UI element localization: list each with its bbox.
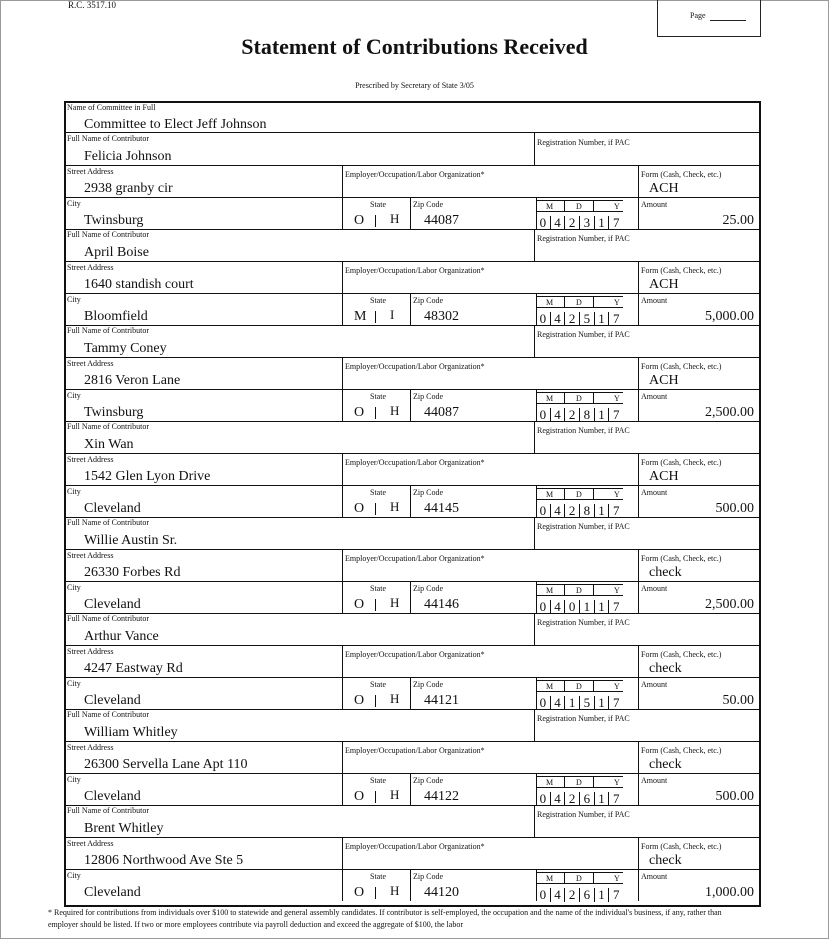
row-divider (64, 837, 761, 838)
amount-label: Amount (641, 488, 668, 497)
date-digit: 0 (539, 695, 547, 710)
column-divider (342, 453, 343, 517)
state-letter-1: O (354, 789, 365, 804)
form-subtitle: Prescribed by Secretary of State 3/05 (355, 81, 474, 90)
contribution-form: ACH (649, 469, 679, 484)
date-digit: 8 (579, 504, 594, 518)
column-divider (638, 261, 639, 325)
date-digit: 0 (539, 887, 547, 902)
column-divider (410, 389, 411, 421)
date-digit: 2 (564, 216, 579, 230)
contribution-form: ACH (649, 181, 679, 196)
row-divider (64, 453, 761, 454)
employer-label: Employer/Occupation/Labor Organization* (345, 842, 485, 851)
row-divider (64, 581, 761, 582)
state-divider (375, 215, 376, 227)
contributor-name: William Whitley (84, 725, 178, 740)
column-divider (534, 133, 535, 165)
zip-code: 44121 (424, 693, 459, 708)
contributor-label: Full Name of Contributor (67, 518, 149, 527)
state-label: State (370, 296, 386, 305)
date-digit: 1 (594, 600, 609, 614)
column-divider (410, 773, 411, 805)
month-header: M (536, 296, 565, 308)
date-digit: 3 (579, 216, 594, 230)
month-header: M (536, 776, 565, 788)
amount: 500.00 (715, 501, 754, 516)
row-divider (64, 677, 761, 678)
amount: 500.00 (715, 789, 754, 804)
amount: 5,000.00 (705, 309, 754, 324)
date-digit: 4 (550, 792, 565, 806)
page-number-line (710, 20, 746, 21)
state-letter-2: H (390, 787, 400, 802)
column-divider (342, 165, 343, 229)
form-label: Form (Cash, Check, etc.) (641, 746, 722, 755)
amount-label: Amount (641, 200, 668, 209)
month-header: M (536, 392, 565, 404)
date-digit: 5 (579, 312, 594, 326)
amount-label: Amount (641, 584, 668, 593)
column-divider (534, 325, 535, 357)
date-digit: 1 (564, 696, 579, 710)
committee-name: Committee to Elect Jeff Johnson (84, 117, 267, 132)
date-digit: 1 (579, 600, 594, 614)
month-header: M (536, 488, 565, 500)
date-digit: 7 (608, 312, 623, 326)
city-label: City (67, 199, 81, 208)
year-header: Y (593, 776, 623, 788)
contribution-form: check (649, 565, 682, 580)
column-divider (638, 165, 639, 229)
street-address: 2938 granby cir (84, 181, 173, 196)
amount: 2,500.00 (705, 597, 754, 612)
contributor-name: Xin Wan (84, 437, 134, 452)
date-digit: 2 (564, 408, 579, 422)
registration-label: Registration Number, if PAC (537, 426, 630, 435)
zip-label: Zip Code (413, 776, 443, 785)
contributor-name: Felicia Johnson (84, 149, 172, 164)
city-label: City (67, 775, 81, 784)
row-divider (64, 165, 761, 166)
page-label: Page (690, 11, 706, 20)
amount-label: Amount (641, 776, 668, 785)
date-digit: 4 (550, 600, 565, 614)
date-digit: 4 (550, 696, 565, 710)
city: Cleveland (84, 885, 141, 900)
year-header: Y (593, 872, 623, 884)
contributor-name: April Boise (84, 245, 149, 260)
city: Bloomfield (84, 309, 148, 324)
amount-label: Amount (641, 392, 668, 401)
state-label: State (370, 392, 386, 401)
contributor-name: Brent Whitley (84, 821, 164, 836)
street-address: 26300 Servella Lane Apt 110 (84, 757, 248, 772)
date-digit: 1 (594, 888, 609, 902)
registration-label: Registration Number, if PAC (537, 810, 630, 819)
city: Cleveland (84, 597, 141, 612)
employer-label: Employer/Occupation/Labor Organization* (345, 746, 485, 755)
committee-row (64, 101, 761, 133)
date-digits (536, 408, 623, 422)
state-letter-2: H (390, 499, 400, 514)
contributor-label: Full Name of Contributor (67, 710, 149, 719)
contribution-form: ACH (649, 373, 679, 388)
contributor-label: Full Name of Contributor (67, 422, 149, 431)
row-divider (64, 773, 761, 774)
state-letter-2: H (390, 883, 400, 898)
date-digit: 2 (564, 888, 579, 902)
column-divider (410, 485, 411, 517)
state-letter-1: O (354, 405, 365, 420)
day-header: D (564, 200, 594, 212)
row-divider (64, 645, 761, 646)
date-digit: 0 (564, 600, 579, 614)
day-header: D (564, 296, 594, 308)
zip-label: Zip Code (413, 488, 443, 497)
zip-label: Zip Code (413, 200, 443, 209)
zip-code: 44120 (424, 885, 459, 900)
column-divider (410, 197, 411, 229)
form-code: R.C. 3517.10 (68, 0, 117, 10)
zip-label: Zip Code (413, 680, 443, 689)
day-header: D (564, 584, 594, 596)
state-letter-2: H (390, 403, 400, 418)
date-digits (536, 504, 623, 518)
column-divider (638, 453, 639, 517)
zip-label: Zip Code (413, 296, 443, 305)
state-divider (375, 407, 376, 419)
city: Twinsburg (84, 405, 144, 420)
column-divider (638, 357, 639, 421)
date-digit: 4 (550, 216, 565, 230)
date-digit: 7 (608, 504, 623, 518)
state-divider (375, 503, 376, 515)
page-number-box (657, 0, 761, 37)
city-label: City (67, 679, 81, 688)
column-divider (534, 805, 535, 837)
committee-label: Name of Committee in Full (67, 103, 156, 112)
state-divider (375, 791, 376, 803)
city: Twinsburg (84, 213, 144, 228)
date-digit: 0 (539, 407, 547, 422)
state-letter-1: O (354, 885, 365, 900)
footnote: * Required for contributions from individuals over $100 to statewide and general assembly candidates. If contributor is self-employed, the occupation and the name of the individual's business, if any, rather than employer should be listed. If two or more employees contribute via payroll deduction and exceed the aggregate of $100, the labor (48, 908, 722, 929)
month-header: M (536, 584, 565, 596)
contribution-form: check (649, 661, 682, 676)
contribution-entry (64, 709, 761, 805)
date-digit: 7 (608, 888, 623, 902)
amount-label: Amount (641, 680, 668, 689)
date-digit: 4 (550, 504, 565, 518)
row-divider (64, 741, 761, 742)
state-divider (375, 695, 376, 707)
row-divider (64, 357, 761, 358)
contributor-name: Tammy Coney (84, 341, 167, 356)
state-letter-1: O (354, 693, 365, 708)
year-header: Y (593, 488, 623, 500)
row-divider (64, 549, 761, 550)
contributor-label: Full Name of Contributor (67, 230, 149, 239)
state-letter-1: M (354, 309, 367, 324)
contributor-name: Arthur Vance (84, 629, 159, 644)
state-label: State (370, 488, 386, 497)
column-divider (534, 613, 535, 645)
city-label: City (67, 391, 81, 400)
form-label: Form (Cash, Check, etc.) (641, 554, 722, 563)
employer-label: Employer/Occupation/Labor Organization* (345, 170, 485, 179)
column-divider (342, 837, 343, 901)
month-header: M (536, 200, 565, 212)
street-address: 1640 standish court (84, 277, 194, 292)
state-letter-2: I (390, 307, 395, 322)
state-divider (375, 887, 376, 899)
zip-code: 44146 (424, 597, 459, 612)
date-digit: 0 (539, 791, 547, 806)
city: Cleveland (84, 789, 141, 804)
row-divider (64, 261, 761, 262)
date-digit: 1 (594, 408, 609, 422)
contribution-entry (64, 325, 761, 421)
state-letter-2: H (390, 211, 400, 226)
registration-label: Registration Number, if PAC (537, 618, 630, 627)
city: Cleveland (84, 501, 141, 516)
date-digit: 1 (594, 216, 609, 230)
street-label: Street Address (67, 839, 114, 848)
state-label: State (370, 680, 386, 689)
zip-code: 44087 (424, 213, 459, 228)
employer-label: Employer/Occupation/Labor Organization* (345, 458, 485, 467)
street-address: 2816 Veron Lane (84, 373, 181, 388)
state-divider (375, 599, 376, 611)
column-divider (638, 837, 639, 901)
registration-label: Registration Number, if PAC (537, 714, 630, 723)
column-divider (638, 549, 639, 613)
year-header: Y (593, 200, 623, 212)
amount: 25.00 (722, 213, 754, 228)
date-digits (536, 696, 623, 710)
month-header: M (536, 680, 565, 692)
date-digit: 1 (594, 696, 609, 710)
street-label: Street Address (67, 551, 114, 560)
street-label: Street Address (67, 167, 114, 176)
contribution-entry (64, 517, 761, 613)
zip-code: 44087 (424, 405, 459, 420)
contribution-form: check (649, 757, 682, 772)
employer-label: Employer/Occupation/Labor Organization* (345, 650, 485, 659)
date-digits (536, 216, 623, 230)
contribution-form: ACH (649, 277, 679, 292)
contribution-entry (64, 805, 761, 901)
day-header: D (564, 680, 594, 692)
date-digit: 7 (608, 696, 623, 710)
state-letter-2: H (390, 691, 400, 706)
registration-label: Registration Number, if PAC (537, 522, 630, 531)
zip-label: Zip Code (413, 584, 443, 593)
amount: 1,000.00 (705, 885, 754, 900)
day-header: D (564, 872, 594, 884)
amount: 2,500.00 (705, 405, 754, 420)
state-letter-1: O (354, 597, 365, 612)
contributor-name: Willie Austin Sr. (84, 533, 178, 548)
date-digit: 8 (579, 408, 594, 422)
street-label: Street Address (67, 743, 114, 752)
amount: 50.00 (722, 693, 754, 708)
registration-label: Registration Number, if PAC (537, 138, 630, 147)
year-header: Y (593, 392, 623, 404)
column-divider (342, 645, 343, 709)
column-divider (534, 517, 535, 549)
amount-label: Amount (641, 872, 668, 881)
column-divider (342, 357, 343, 421)
row-divider (64, 293, 761, 294)
date-digit: 0 (539, 599, 547, 614)
day-header: D (564, 776, 594, 788)
date-digit: 1 (594, 792, 609, 806)
date-digits (536, 312, 623, 326)
city-label: City (67, 871, 81, 880)
employer-label: Employer/Occupation/Labor Organization* (345, 362, 485, 371)
contribution-entry (64, 229, 761, 325)
form-label: Form (Cash, Check, etc.) (641, 650, 722, 659)
date-digit: 1 (594, 504, 609, 518)
state-divider (375, 311, 376, 323)
date-digit: 0 (539, 311, 547, 326)
city-label: City (67, 295, 81, 304)
form-label: Form (Cash, Check, etc.) (641, 266, 722, 275)
column-divider (638, 741, 639, 805)
state-label: State (370, 776, 386, 785)
contributor-label: Full Name of Contributor (67, 614, 149, 623)
date-digit: 1 (594, 312, 609, 326)
month-header: M (536, 872, 565, 884)
date-digit: 7 (608, 792, 623, 806)
column-divider (410, 293, 411, 325)
street-label: Street Address (67, 263, 114, 272)
date-digit: 5 (579, 696, 594, 710)
date-digit: 4 (550, 312, 565, 326)
date-digit: 2 (564, 792, 579, 806)
date-digit: 4 (550, 408, 565, 422)
column-divider (410, 869, 411, 901)
date-digit: 2 (564, 312, 579, 326)
column-divider (638, 645, 639, 709)
employer-label: Employer/Occupation/Labor Organization* (345, 554, 485, 563)
contributor-label: Full Name of Contributor (67, 806, 149, 815)
state-letter-1: O (354, 501, 365, 516)
column-divider (410, 677, 411, 709)
contribution-entry (64, 613, 761, 709)
city-label: City (67, 583, 81, 592)
zip-label: Zip Code (413, 392, 443, 401)
state-label: State (370, 200, 386, 209)
street-label: Street Address (67, 647, 114, 656)
form-title: Statement of Contributions Received (241, 34, 588, 59)
amount-label: Amount (641, 296, 668, 305)
column-divider (342, 741, 343, 805)
street-label: Street Address (67, 359, 114, 368)
column-divider (342, 549, 343, 613)
date-digit: 6 (579, 888, 594, 902)
date-digit: 0 (539, 503, 547, 518)
form-label: Form (Cash, Check, etc.) (641, 362, 722, 371)
form-label: Form (Cash, Check, etc.) (641, 458, 722, 467)
row-divider (64, 389, 761, 390)
column-divider (534, 709, 535, 741)
column-divider (534, 229, 535, 261)
zip-code: 48302 (424, 309, 459, 324)
registration-label: Registration Number, if PAC (537, 234, 630, 243)
row-divider (64, 485, 761, 486)
date-digit: 7 (608, 216, 623, 230)
zip-label: Zip Code (413, 872, 443, 881)
state-label: State (370, 872, 386, 881)
date-digits (536, 792, 623, 806)
city-label: City (67, 487, 81, 496)
column-divider (410, 581, 411, 613)
state-label: State (370, 584, 386, 593)
form-label: Form (Cash, Check, etc.) (641, 170, 722, 179)
date-digit: 2 (564, 504, 579, 518)
date-digit: 0 (539, 215, 547, 230)
column-divider (534, 421, 535, 453)
year-header: Y (593, 584, 623, 596)
zip-code: 44122 (424, 789, 459, 804)
street-label: Street Address (67, 455, 114, 464)
day-header: D (564, 392, 594, 404)
city: Cleveland (84, 693, 141, 708)
street-address: 1542 Glen Lyon Drive (84, 469, 211, 484)
street-address: 12806 Northwood Ave Ste 5 (84, 853, 244, 868)
zip-code: 44145 (424, 501, 459, 516)
contribution-entry (64, 133, 761, 229)
date-digit: 7 (608, 600, 623, 614)
state-letter-1: O (354, 213, 365, 228)
date-digits (536, 600, 623, 614)
year-header: Y (593, 680, 623, 692)
date-digit: 7 (608, 408, 623, 422)
state-letter-2: H (390, 595, 400, 610)
row-divider (64, 197, 761, 198)
day-header: D (564, 488, 594, 500)
contributor-label: Full Name of Contributor (67, 326, 149, 335)
registration-label: Registration Number, if PAC (537, 330, 630, 339)
date-digit: 6 (579, 792, 594, 806)
contribution-entry (64, 421, 761, 517)
date-digits (536, 888, 623, 902)
street-address: 4247 Eastway Rd (84, 661, 183, 676)
column-divider (342, 261, 343, 325)
contribution-form: check (649, 853, 682, 868)
form-label: Form (Cash, Check, etc.) (641, 842, 722, 851)
contributor-label: Full Name of Contributor (67, 134, 149, 143)
year-header: Y (593, 296, 623, 308)
row-divider (64, 869, 761, 870)
date-digit: 4 (550, 888, 565, 902)
street-address: 26330 Forbes Rd (84, 565, 181, 580)
employer-label: Employer/Occupation/Labor Organization* (345, 266, 485, 275)
